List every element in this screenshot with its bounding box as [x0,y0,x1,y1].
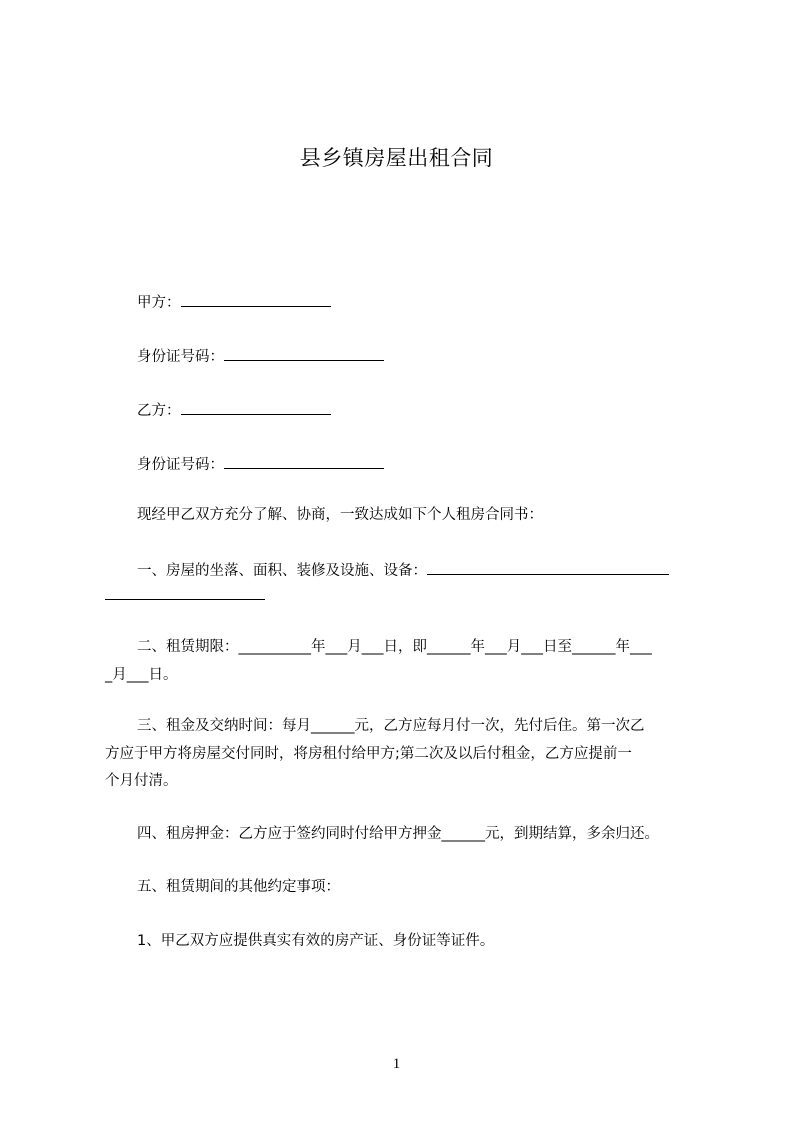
clause-1-text: 一、房屋的坐落、面积、装修及设施、设备： [137,563,427,579]
clause-2-line1: 二、租赁期限：__________年___月___日，即______年___月___日至______年___ [137,639,652,655]
clause-3-line1: 三、租金及交纳时间：每月______元，乙方应每月付一次，先付后住。第一次乙 [137,718,645,734]
page-number: 1 [392,1056,401,1072]
clause-1-line2 [105,584,265,606]
party-a-id-blank [224,345,384,361]
party-b-label: 乙方： [137,403,181,419]
intro-paragraph: 现经甲乙双方充分了解、协商，一致达成如下个人租房合同书： [137,507,543,523]
party-a-line [137,291,331,313]
party-a-id-line [137,345,384,367]
clause-4: 四、租房押金：乙方应于签约同时付给甲方押金______元，到期结算，多余归还。 [137,826,659,842]
party-a-blank [181,291,331,307]
clause-1-blank-1 [427,559,669,575]
party-b-id-line [137,453,384,475]
party-b-id-blank [224,453,384,469]
clause-1-blank-2 [105,584,265,600]
clause-1-line1 [137,559,669,581]
clause-3-line2: 方应于甲方将房屋交付同时，将房租付给甲方;第二次及以后付租金，乙方应提前一 [105,746,632,762]
document-title: 县乡镇房屋出租合同 [299,146,494,170]
item-1: 1、甲乙双方应提供真实有效的房产证、身份证等证件。 [137,933,495,949]
clause-3-line3: 个月付清。 [105,773,178,789]
clause-2-line2: _月___日。 [105,667,178,683]
party-b-blank [181,399,331,415]
party-a-label: 甲方： [137,295,181,311]
party-b-line [137,399,331,421]
party-b-id-label: 身份证号码： [137,457,224,473]
party-a-id-label: 身份证号码： [137,349,224,365]
clause-5: 五、租赁期间的其他约定事项： [137,879,340,895]
